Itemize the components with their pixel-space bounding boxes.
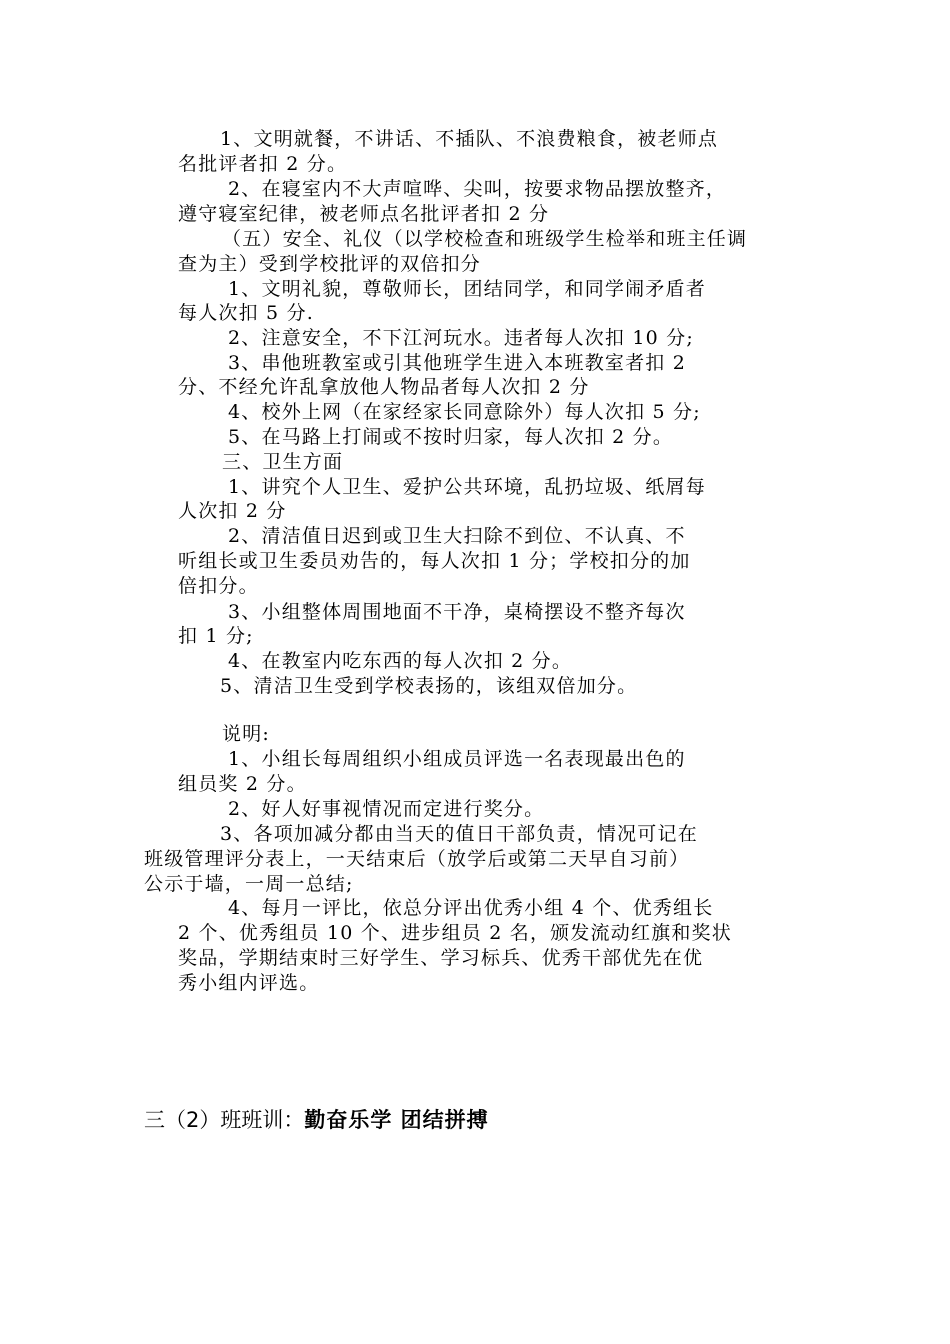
text-line: 公示于墙，一周一总结;: [144, 873, 354, 895]
text-line: 倍扣分。: [178, 575, 259, 597]
text-line: 3、小组整体周围地面不干净，桌椅摆设不整齐每次: [228, 601, 686, 623]
text-line: 1、讲究个人卫生、爱护公共环境，乱扔垃圾、纸屑每: [228, 476, 706, 498]
text-line: 查为主）受到学校批评的双倍扣分: [178, 253, 482, 275]
text-line: 奖品，学期结束时三好学生、学习标兵、优秀干部优先在优: [178, 947, 704, 969]
text-line: 名批评者扣 2 分。: [178, 153, 348, 175]
text-line: 5、在马路上打闹或不按时归家，每人次扣 2 分。: [228, 426, 674, 448]
text-line: 4、校外上网（在家经家长同意除外）每人次扣 5 分;: [228, 401, 701, 423]
text-line: 2 个、优秀组员 10 个、进步组员 2 名，颁发流动红旗和奖状: [178, 922, 732, 944]
text-line: 2、好人好事视情况而定进行奖分。: [228, 798, 545, 820]
note-heading: 说明:: [222, 723, 271, 745]
section-heading: （五）安全、礼仪（以学校检查和班级学生检举和班主任调: [222, 228, 748, 250]
text-line: 3、各项加减分都由当天的值日干部负责，情况可记在: [220, 823, 698, 845]
text-line: 1、文明礼貌，尊敬师长，团结同学，和同学闹矛盾者: [228, 278, 706, 300]
class-motto-prefix: 三（2）班班训：: [144, 1108, 305, 1132]
text-line: 2、注意安全，不下江河玩水。违者每人次扣 10 分;: [228, 327, 694, 349]
text-line: 组员奖 2 分。: [178, 773, 307, 795]
text-line: 秀小组内评选。: [178, 972, 320, 994]
class-motto-text: 勤奋乐学 团结拼搏: [304, 1108, 489, 1132]
text-line: 1、文明就餐，不讲话、不插队、不浪费粮食，被老师点: [220, 128, 719, 150]
text-line: 分、不经允许乱拿放他人物品者每人次扣 2 分: [178, 376, 590, 398]
text-line: 4、每月一评比，依总分评出优秀小组 4 个、优秀组长: [228, 897, 714, 919]
text-line: 5、清洁卫生受到学校表扬的，该组双倍加分。: [220, 675, 638, 697]
text-line: 班级管理评分表上，一天结束后（放学后或第二天早自习前）: [144, 848, 690, 870]
text-line: 听组长或卫生委员劝告的，每人次扣 1 分；学校扣分的加: [178, 550, 691, 572]
text-line: 3、串他班教室或引其他班学生进入本班教室者扣 2: [228, 352, 687, 374]
text-line: 遵守寝室纪律，被老师点名批评者扣 2 分: [178, 203, 550, 225]
class-motto: [144, 1106, 489, 1134]
text-line: 每人次扣 5 分.: [178, 302, 315, 324]
text-line: 2、清洁值日迟到或卫生大扫除不到位、不认真、不: [228, 525, 686, 547]
section-heading: 三、卫生方面: [222, 451, 344, 473]
text-line: 2、在寝室内不大声喧哗、尖叫，按要求物品摆放整齐，: [228, 178, 727, 200]
text-line: 人次扣 2 分: [178, 500, 287, 522]
text-line: 1、小组长每周组织小组成员评选一名表现最出色的: [228, 748, 686, 770]
text-line: 扣 1 分;: [178, 625, 254, 647]
text-line: 4、在教室内吃东西的每人次扣 2 分。: [228, 650, 573, 672]
